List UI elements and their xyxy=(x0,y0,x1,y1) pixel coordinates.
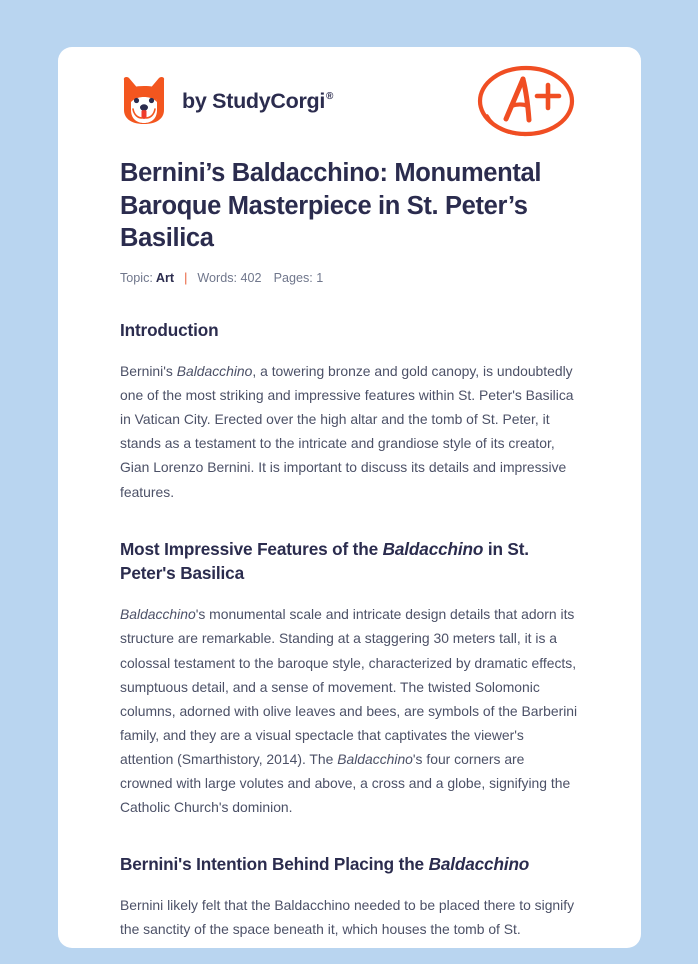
heading-text-pre: Most Impressive Features of the xyxy=(120,538,383,559)
heading-text-pre: Bernini's Intention Behind Placing the xyxy=(120,853,429,874)
heading-emphasis: Baldacchino xyxy=(428,853,530,874)
brand-name: StudyCorgi xyxy=(212,88,326,113)
document-header xyxy=(58,47,641,155)
registered-mark: ® xyxy=(326,91,334,103)
par-text-mid: 's monumental scale and intricate design details that adorn its structure are remarkable. Standing at a staggering 30 meters tall, it is a colossal testament to the baroque style, characterized by dramatic effects, sumptuous detail, and a sense of movement. The twisted Solomonic columns, adorned with olive leaves and bees, are symbols of the Barberini family, and they are a visual spectacle that captivates the viewer's attention (Smarthistory, 2014). The xyxy=(120,606,578,767)
meta-topic-link[interactable]: Art xyxy=(155,270,175,285)
par-text-post: , a towering bronze and gold canopy, is undoubtedly one of the most striking and impressive features within St. Peter's Basilica in Vatican City. Erected over the high altar and the tomb of St. Peter, it stands as a testament to the intricate and grandiose style of its creator, Gian Lorenzo Bernini. It is important to discuss its details and impressive features. xyxy=(120,363,574,500)
document-content xyxy=(58,157,641,941)
heading-text-post: in St. Peter's Basilica xyxy=(120,538,529,583)
heading-emphasis: Baldacchino xyxy=(382,538,484,559)
section-paragraph xyxy=(120,893,579,941)
meta-word-count: Words: 402 xyxy=(197,270,262,285)
section-heading-introduction xyxy=(120,318,579,342)
par-emphasis-2: Baldacchino xyxy=(337,750,413,767)
brand-prefix: by xyxy=(182,88,213,113)
section-heading-most-impressive-features xyxy=(120,537,579,586)
par-text-post: 's four corners are crowned with large volutes and above, a cross and a globe, signifying the Catholic Church's dominion. xyxy=(120,750,571,815)
page-title: Bernini’s Baldacchino: Monumental Baroque Masterpiece in St. Peter’s Basilica xyxy=(120,159,542,253)
meta-separator: | xyxy=(184,270,188,285)
meta-page-count: Pages: 1 xyxy=(273,270,324,285)
section-paragraph xyxy=(120,359,579,503)
par-text-pre: Bernini's xyxy=(120,363,177,380)
section-heading-bernini-intention xyxy=(120,852,579,876)
par-text-pre: Bernini likely felt that the Baldacchino needed to be placed there to signify the sanctity of the space beneath it, which houses the tomb of St. xyxy=(120,897,575,938)
meta-topic-label: Topic: xyxy=(120,270,153,285)
document-meta xyxy=(120,271,579,285)
a-plus-grade-icon xyxy=(473,61,579,141)
par-emphasis: Baldacchino xyxy=(120,606,196,623)
studycorgi-brand[interactable] xyxy=(120,76,333,126)
par-emphasis: Baldacchino xyxy=(176,363,253,380)
heading-text: Introduction xyxy=(120,319,219,340)
brand-wordmark xyxy=(182,89,333,114)
document-page-card xyxy=(58,47,641,948)
corgi-mascot-icon xyxy=(120,76,168,126)
section-paragraph xyxy=(120,602,579,818)
